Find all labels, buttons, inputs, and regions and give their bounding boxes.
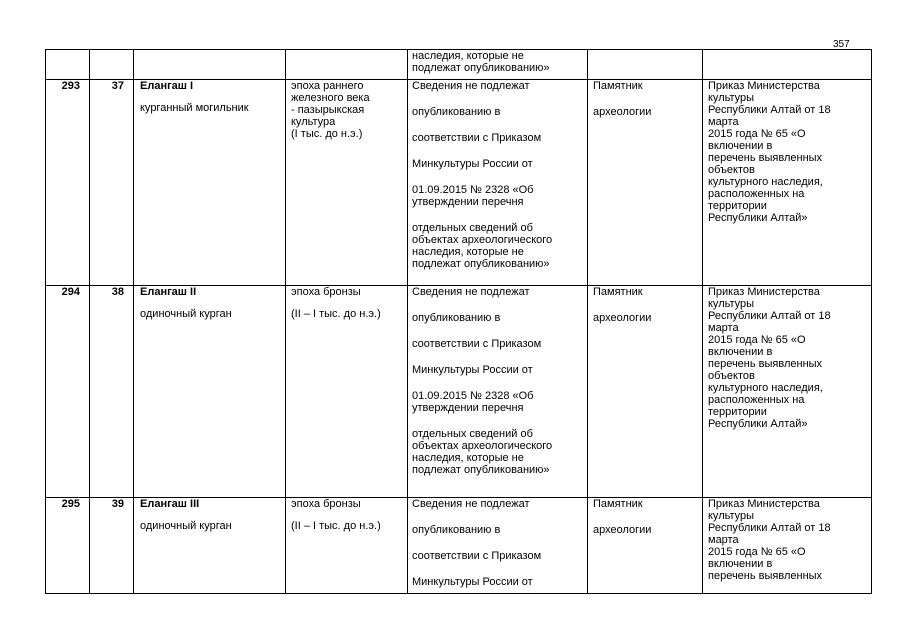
info-line: соответствии с Приказом [412, 338, 542, 350]
object-type: одиночный курган [140, 308, 232, 320]
row-subnumber: 39 [90, 498, 134, 594]
info-line: отдельных сведений об [412, 428, 533, 440]
table-row [46, 286, 872, 498]
info-line: наследия, которые не [412, 50, 524, 62]
document-line: Республики Алтай от 18 [708, 310, 831, 322]
cell-category [588, 80, 703, 286]
info-line: Минкультуры России от [412, 364, 533, 376]
info-line: 01.09.2015 № 2328 «Об [412, 184, 534, 196]
cell-name [134, 80, 286, 286]
category-line: археологии [593, 106, 652, 118]
row-subnumber: 37 [90, 80, 134, 286]
cell-name [134, 498, 286, 594]
dating-line: эпоха бронзы [291, 498, 361, 510]
dating-line: железного века [291, 92, 370, 104]
document-line: территории [708, 200, 767, 212]
document-line: расположенных на [708, 394, 805, 406]
document-line: Республики Алтай от 18 [708, 522, 831, 534]
info-line: опубликованию в [412, 524, 501, 536]
row-number: 294 [46, 286, 90, 498]
info-line: подлежат опубликованию» [412, 62, 550, 74]
cell-dating [286, 80, 408, 286]
info-line: соответствии с Приказом [412, 550, 542, 562]
document-line: культуры [708, 92, 755, 104]
info-line: Сведения не подлежат [412, 498, 530, 510]
info-line: объектах археологического [412, 234, 553, 246]
info-line: опубликованию в [412, 312, 501, 324]
document-line: 2015 года № 65 «О [708, 334, 806, 346]
cell-category [588, 286, 703, 498]
document-line: перечень выявленных [708, 570, 823, 582]
cell-document [703, 286, 872, 498]
document-line: 2015 года № 65 «О [708, 546, 806, 558]
document-line: марта [708, 322, 739, 334]
object-name: Елангаш II [140, 286, 197, 298]
cell-name [134, 50, 286, 80]
info-line: Минкультуры России от [412, 158, 533, 170]
cell-document [703, 498, 872, 594]
document-line: включении в [708, 140, 773, 152]
document-line: марта [708, 534, 739, 546]
info-line: утверждении перечня [412, 402, 524, 414]
page-number: 357 [833, 39, 850, 50]
document-line: Приказ Министерства [708, 286, 820, 298]
document-line: марта [708, 116, 739, 128]
row-number: 295 [46, 498, 90, 594]
cell-info [408, 80, 588, 286]
cell-info [408, 498, 588, 594]
dating-line: эпоха раннего [291, 80, 364, 92]
document-line: Приказ Министерства [708, 498, 820, 510]
info-line: Минкультуры России от [412, 576, 533, 588]
cell-info [408, 286, 588, 498]
object-name: Елангаш I [140, 80, 194, 92]
document-line: Республики Алтай от 18 [708, 104, 831, 116]
document-line: Приказ Министерства [708, 80, 820, 92]
register-table [45, 49, 872, 594]
category-line: Памятник [593, 286, 643, 298]
info-line: утверждении перечня [412, 196, 524, 208]
cell-document [703, 80, 872, 286]
document-line: Республики Алтай» [708, 418, 808, 430]
continuation-row [46, 50, 872, 80]
category-line: археологии [593, 312, 652, 324]
cell-category [588, 498, 703, 594]
info-line: отдельных сведений об [412, 222, 533, 234]
cell-num [46, 50, 90, 80]
cell-sub [90, 50, 134, 80]
document-line: перечень выявленных [708, 358, 823, 370]
document-line: Республики Алтай» [708, 212, 808, 224]
cell-category [588, 50, 703, 80]
info-line: 01.09.2015 № 2328 «Об [412, 390, 534, 402]
info-line: наследия, которые не [412, 452, 524, 464]
document-line: культурного наследия, [708, 382, 823, 394]
category-line: Памятник [593, 498, 643, 510]
info-line: Сведения не подлежат [412, 286, 530, 298]
dating-line: культура [291, 116, 336, 128]
info-line: объектах археологического [412, 440, 553, 452]
info-line: подлежат опубликованию» [412, 258, 550, 270]
cell-info [408, 50, 588, 80]
info-line: опубликованию в [412, 106, 501, 118]
dating-line: (II – I тыс. до н.э.) [291, 520, 381, 532]
cell-document [703, 50, 872, 80]
document-line: включении в [708, 558, 773, 570]
document-line: культуры [708, 298, 755, 310]
document-line: расположенных на [708, 188, 805, 200]
row-subnumber: 38 [90, 286, 134, 498]
table-row [46, 80, 872, 286]
cell-name [134, 286, 286, 498]
info-line: Сведения не подлежат [412, 80, 530, 92]
document-line: культуры [708, 510, 755, 522]
dating-line: (I тыс. до н.э.) [291, 128, 363, 140]
document-line: 2015 года № 65 «О [708, 128, 806, 140]
dating-line: - пазырыкская [291, 104, 365, 116]
document-line: объектов [708, 370, 755, 382]
category-line: Памятник [593, 80, 643, 92]
info-line: соответствии с Приказом [412, 132, 542, 144]
cell-dating [286, 50, 408, 80]
info-line: наследия, которые не [412, 246, 524, 258]
document-line: культурного наследия, [708, 176, 823, 188]
document-line: включении в [708, 346, 773, 358]
info-line: подлежат опубликованию» [412, 464, 550, 476]
object-type: курганный могильник [140, 102, 249, 114]
document-line: объектов [708, 164, 755, 176]
table-row [46, 498, 872, 594]
document-line: территории [708, 406, 767, 418]
dating-line: (II – I тыс. до н.э.) [291, 308, 381, 320]
cell-dating [286, 286, 408, 498]
cell-dating [286, 498, 408, 594]
row-number: 293 [46, 80, 90, 286]
dating-line: эпоха бронзы [291, 286, 361, 298]
category-line: археологии [593, 524, 652, 536]
object-name: Елангаш III [140, 498, 200, 510]
document-line: перечень выявленных [708, 152, 823, 164]
object-type: одиночный курган [140, 520, 232, 532]
